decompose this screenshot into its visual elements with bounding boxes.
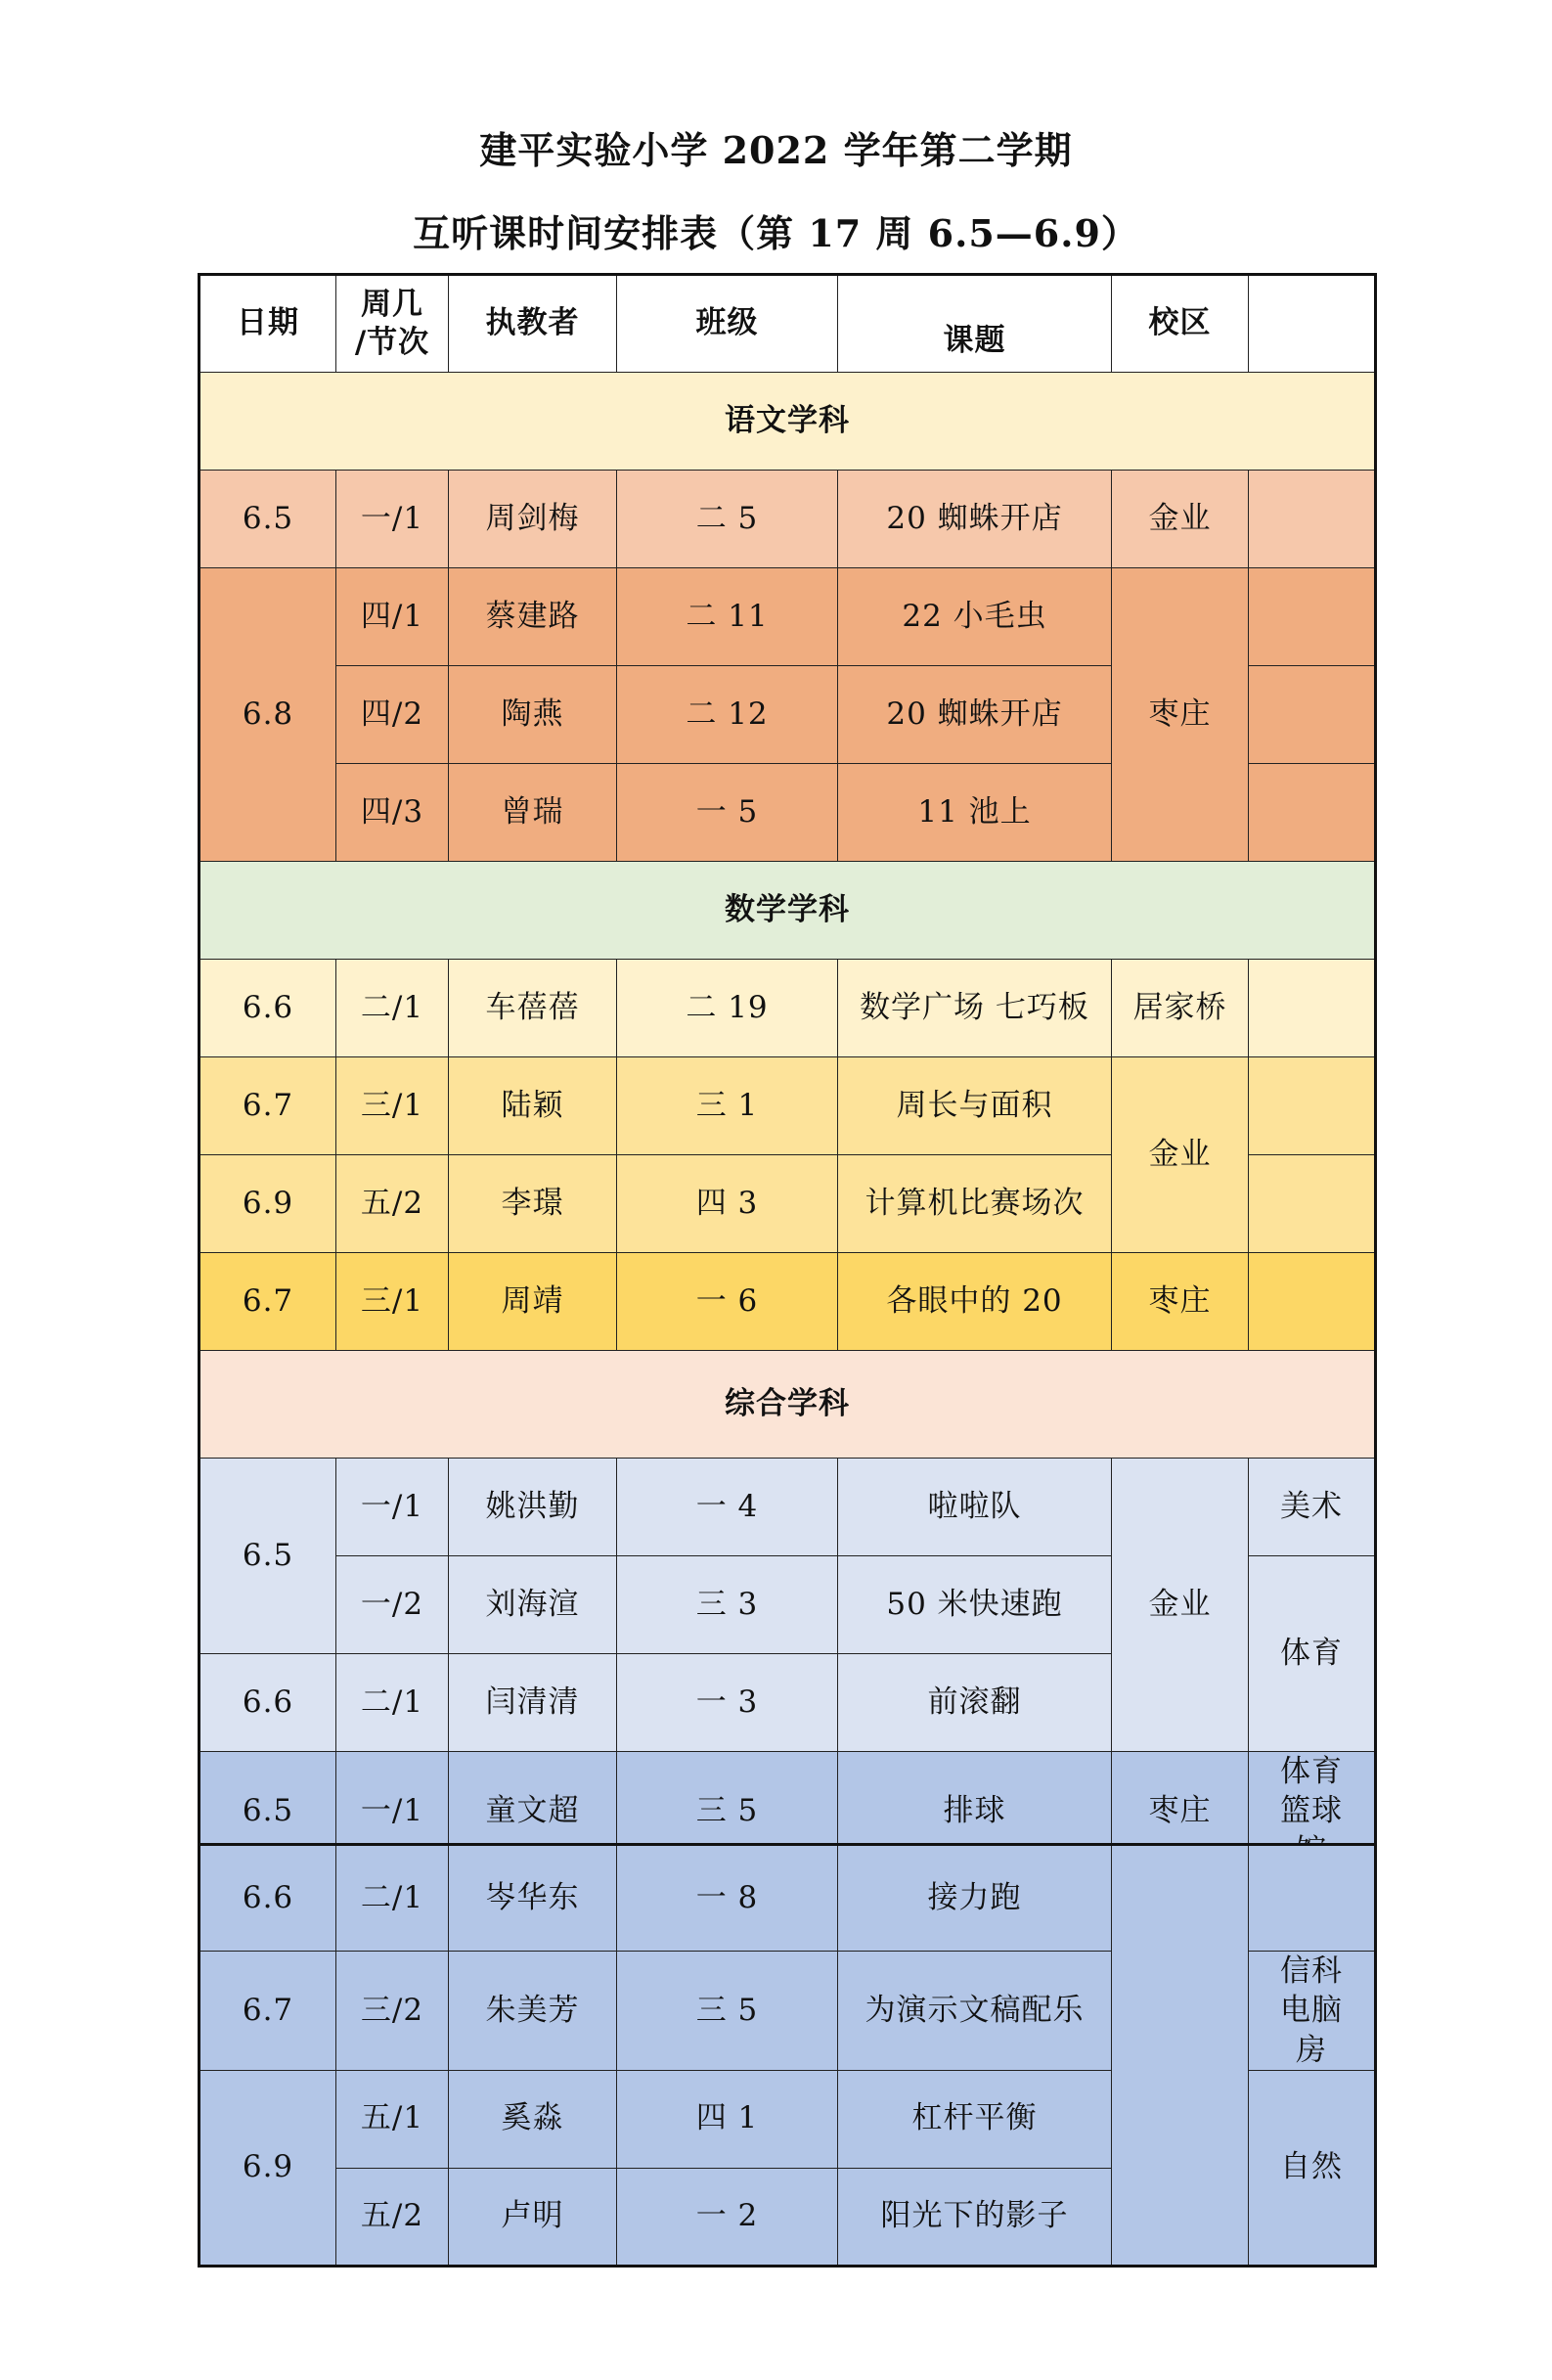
cell-period: 二/1 xyxy=(336,1845,449,1952)
cell-topic: 杠杆平衡 xyxy=(838,2070,1112,2168)
cell-campus: 金业 xyxy=(1112,471,1249,568)
cell-teacher: 曾瑞 xyxy=(449,764,617,862)
section-row xyxy=(200,862,1376,960)
table-row xyxy=(200,1253,1376,1351)
cell-date: 6.6 xyxy=(200,1845,336,1952)
cell-teacher: 岑华东 xyxy=(449,1845,617,1952)
table-row xyxy=(200,960,1376,1057)
cell-class: 一 8 xyxy=(617,1845,838,1952)
cell-teacher: 闫清清 xyxy=(449,1654,617,1752)
cell-date: 6.5 xyxy=(200,471,336,568)
cell-extra xyxy=(1249,960,1376,1057)
cell-campus xyxy=(1112,1845,1249,2267)
cell-extra xyxy=(1249,666,1376,764)
cell-teacher: 朱美芳 xyxy=(449,1952,617,2071)
section-row xyxy=(200,373,1376,471)
header-campus: 校区 xyxy=(1112,275,1249,373)
cell-period: 五/1 xyxy=(336,2070,449,2168)
cell-topic: 11 池上 xyxy=(838,764,1112,862)
cell-topic: 啦啦队 xyxy=(838,1459,1112,1556)
cell-extra: 体育 xyxy=(1249,1556,1376,1752)
cell-topic: 阳光下的影子 xyxy=(838,2168,1112,2266)
schedule-table xyxy=(198,273,1377,1873)
header-class: 班级 xyxy=(617,275,838,373)
cell-topic: 22 小毛虫 xyxy=(838,568,1112,666)
cell-class: 一 3 xyxy=(617,1654,838,1752)
cell-date: 6.7 xyxy=(200,1057,336,1155)
cell-topic: 数学广场 七巧板 xyxy=(838,960,1112,1057)
cell-campus: 枣庄 xyxy=(1112,1253,1249,1351)
cell-extra xyxy=(1249,471,1376,568)
table-row xyxy=(200,568,1376,666)
section-chinese: 语文学科 xyxy=(200,373,1376,471)
cell-topic: 20 蜘蛛开店 xyxy=(838,666,1112,764)
section-row xyxy=(200,1351,1376,1459)
table-row xyxy=(200,471,1376,568)
cell-teacher: 陆颖 xyxy=(449,1057,617,1155)
cell-extra xyxy=(1249,1253,1376,1351)
cell-period: 一/1 xyxy=(336,1752,449,1872)
cell-topic: 排球 xyxy=(838,1752,1112,1872)
header-period: 周几 /节次 xyxy=(336,275,449,373)
cell-class: 三 5 xyxy=(617,1752,838,1872)
cell-extra-text: 信科电脑房 xyxy=(1280,1953,1343,2068)
cell-date: 6.8 xyxy=(200,568,336,862)
cell-period: 二/1 xyxy=(336,1654,449,1752)
cell-topic: 周长与面积 xyxy=(838,1057,1112,1155)
cell-date: 6.9 xyxy=(200,1155,336,1253)
cell-teacher: 李璟 xyxy=(449,1155,617,1253)
cell-date: 6.5 xyxy=(200,1459,336,1654)
cell-topic: 前滚翻 xyxy=(838,1654,1112,1752)
section-math: 数学学科 xyxy=(200,862,1376,960)
cell-period: 五/2 xyxy=(336,2168,449,2266)
cell-period: 一/1 xyxy=(336,471,449,568)
cell-class: 二 19 xyxy=(617,960,838,1057)
cell-topic: 各眼中的 20 xyxy=(838,1253,1112,1351)
table-row xyxy=(200,1057,1376,1155)
cell-class: 一 4 xyxy=(617,1459,838,1556)
cell-period: 四/3 xyxy=(336,764,449,862)
cell-extra xyxy=(1249,1845,1376,1952)
cell-teacher: 蔡建路 xyxy=(449,568,617,666)
cell-period: 五/2 xyxy=(336,1155,449,1253)
cell-extra-text: 体育篮球馆 xyxy=(1280,1754,1343,1868)
cell-campus: 金业 xyxy=(1112,1057,1249,1253)
cell-teacher: 卢明 xyxy=(449,2168,617,2266)
cell-extra xyxy=(1249,568,1376,666)
cell-period: 三/2 xyxy=(336,1952,449,2071)
cell-teacher: 刘海渲 xyxy=(449,1556,617,1654)
cell-topic: 接力跑 xyxy=(838,1845,1112,1952)
document-title: 建平实验小学 2022 学年第二学期 xyxy=(479,128,1073,172)
cell-teacher: 陶燕 xyxy=(449,666,617,764)
cell-period: 一/1 xyxy=(336,1459,449,1556)
cell-class: 二 5 xyxy=(617,471,838,568)
cell-extra xyxy=(1249,1952,1376,2071)
header-extra xyxy=(1249,275,1376,373)
cell-topic: 为演示文稿配乐 xyxy=(838,1952,1112,2071)
cell-period: 四/2 xyxy=(336,666,449,764)
cell-campus: 居家桥 xyxy=(1112,960,1249,1057)
cell-date: 6.9 xyxy=(200,2070,336,2266)
header-topic: 课题 xyxy=(838,275,1112,373)
cell-campus: 枣庄 xyxy=(1112,568,1249,862)
cell-date: 6.6 xyxy=(200,960,336,1057)
cell-date: 6.6 xyxy=(200,1654,336,1752)
header-row xyxy=(200,275,1376,373)
cell-date: 6.5 xyxy=(200,1752,336,1872)
cell-teacher: 奚淼 xyxy=(449,2070,617,2168)
header-teacher: 执教者 xyxy=(449,275,617,373)
cell-campus: 金业 xyxy=(1112,1459,1249,1752)
cell-date: 6.7 xyxy=(200,1952,336,2071)
cell-teacher: 车蓓蓓 xyxy=(449,960,617,1057)
cell-class: 三 5 xyxy=(617,1952,838,2071)
cell-class: 一 5 xyxy=(617,764,838,862)
cell-class: 三 3 xyxy=(617,1556,838,1654)
section-general: 综合学科 xyxy=(200,1351,1376,1459)
cell-teacher: 周剑梅 xyxy=(449,471,617,568)
cell-class: 四 3 xyxy=(617,1155,838,1253)
cell-campus: 枣庄 xyxy=(1112,1752,1249,1872)
cell-extra xyxy=(1249,764,1376,862)
cell-teacher: 姚洪勤 xyxy=(449,1459,617,1556)
cell-class: 一 2 xyxy=(617,2168,838,2266)
cell-period: 三/1 xyxy=(336,1057,449,1155)
schedule-table-continued xyxy=(198,1843,1377,2268)
cell-topic: 计算机比赛场次 xyxy=(838,1155,1112,1253)
table-row xyxy=(200,1845,1376,1952)
cell-class: 四 1 xyxy=(617,2070,838,2168)
cell-extra xyxy=(1249,1057,1376,1155)
cell-date: 6.7 xyxy=(200,1253,336,1351)
header-date: 日期 xyxy=(200,275,336,373)
cell-period: 一/2 xyxy=(336,1556,449,1654)
cell-extra xyxy=(1249,1155,1376,1253)
cell-period: 三/1 xyxy=(336,1253,449,1351)
cell-extra: 美术 xyxy=(1249,1459,1376,1556)
cell-topic: 50 米快速跑 xyxy=(838,1556,1112,1654)
cell-topic: 20 蜘蛛开店 xyxy=(838,471,1112,568)
cell-class: 二 11 xyxy=(617,568,838,666)
document-subtitle: 互听课时间安排表（第 17 周 6.5—6.9） xyxy=(413,211,1139,255)
cell-teacher: 童文超 xyxy=(449,1752,617,1872)
cell-period: 二/1 xyxy=(336,960,449,1057)
cell-extra: 自然 xyxy=(1249,2070,1376,2266)
cell-teacher: 周靖 xyxy=(449,1253,617,1351)
table-row xyxy=(200,1459,1376,1556)
cell-class: 一 6 xyxy=(617,1253,838,1351)
cell-class: 三 1 xyxy=(617,1057,838,1155)
cell-period: 四/1 xyxy=(336,568,449,666)
cell-class: 二 12 xyxy=(617,666,838,764)
